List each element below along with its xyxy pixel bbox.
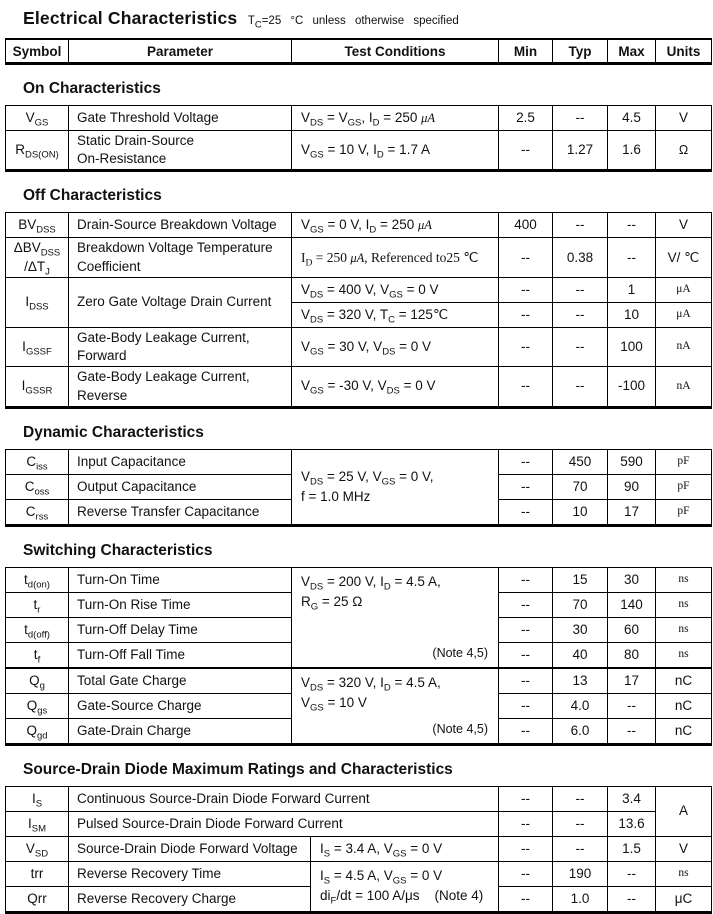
cell-value: 80 bbox=[608, 642, 656, 668]
cell-parameter: Turn-On Time bbox=[69, 567, 292, 592]
col-header-symbol: Symbol bbox=[6, 39, 69, 64]
cell-value: -- bbox=[499, 277, 553, 302]
cell-value: 190 bbox=[553, 861, 608, 886]
table-row bbox=[6, 861, 712, 886]
table-row bbox=[6, 327, 712, 366]
table-row bbox=[6, 567, 712, 592]
cell-symbol: $V_{SD}$ bbox=[6, 836, 69, 861]
cell-parameter: Gate-Body Leakage Current, Reverse bbox=[69, 367, 292, 407]
cell-symbol: $Q_{gs}$ bbox=[6, 693, 69, 718]
cell-symbol: $C_{oss}$ bbox=[6, 474, 69, 499]
cell-test-conditions: $I_S = 3.4$ A, $V_{GS} = 0$ V bbox=[311, 836, 499, 861]
table-row bbox=[6, 238, 712, 277]
cell-parameter: Reverse Recovery Time bbox=[69, 861, 311, 886]
cell-value: 30 bbox=[553, 617, 608, 642]
cell-parameter: Zero Gate Voltage Drain Current bbox=[69, 277, 292, 327]
note-reference: (Note 4,5) bbox=[432, 722, 488, 736]
cell-value: 70 bbox=[553, 474, 608, 499]
cell-symbol: trr bbox=[6, 861, 69, 886]
cell-value: 6.0 bbox=[553, 718, 608, 744]
cell-symbol: $C_{iss}$ bbox=[6, 449, 69, 474]
cell-test-conditions: $V_{GS} = 30$ V, $V_{DS} = 0$ V bbox=[292, 327, 499, 366]
cell-value: -- bbox=[553, 327, 608, 366]
cell-value: 1 bbox=[608, 277, 656, 302]
cell-parameter: Gate-Body Leakage Current, Forward bbox=[69, 327, 292, 366]
cell-unit: nC bbox=[656, 668, 712, 694]
cell-value: -- bbox=[608, 718, 656, 744]
cell-value: -- bbox=[499, 861, 553, 886]
cell-value: -- bbox=[499, 567, 553, 592]
section-heading: Switching Characteristics bbox=[23, 541, 213, 559]
cell-unit: pF bbox=[656, 499, 712, 525]
cell-value: -- bbox=[608, 693, 656, 718]
cell-value: 1.27 bbox=[553, 131, 608, 171]
cell-value: -- bbox=[499, 693, 553, 718]
cell-parameter: Gate-Drain Charge bbox=[69, 718, 292, 744]
cell-parameter: Gate-Source Charge bbox=[69, 693, 292, 718]
note-reference: (Note 4,5) bbox=[432, 646, 488, 660]
cell-parameter: Source-Drain Diode Forward Voltage bbox=[69, 836, 311, 861]
section-heading: Dynamic Characteristics bbox=[23, 423, 204, 441]
col-header-units: Units bbox=[656, 39, 712, 64]
title-row bbox=[23, 8, 713, 29]
cell-unit: ns bbox=[656, 642, 712, 668]
cell-test-conditions: $I_S = 4.5$ A, $V_{GS} = 0$ V $di_F/dt = 100$ A/μs (Note 4) bbox=[311, 861, 499, 912]
cell-unit: V/ ℃ bbox=[656, 238, 712, 277]
table-row bbox=[6, 367, 712, 407]
characteristics-table bbox=[5, 449, 712, 527]
col-header-parameter: Parameter bbox=[69, 39, 292, 64]
characteristics-table bbox=[5, 567, 712, 746]
cell-value: 70 bbox=[553, 592, 608, 617]
cell-value: -- bbox=[499, 327, 553, 366]
section-heading: On Characteristics bbox=[23, 80, 161, 97]
cell-symbol: $I_{GSSR}$ bbox=[6, 367, 69, 407]
cell-parameter: Input Capacitance bbox=[69, 449, 292, 474]
cell-value: -- bbox=[553, 786, 608, 811]
col-header-test-conditions: Test Conditions bbox=[292, 39, 499, 64]
page-title: Electrical Characteristics bbox=[23, 8, 238, 28]
cell-unit: ns bbox=[656, 592, 712, 617]
cell-value: -- bbox=[553, 213, 608, 238]
cell-unit: μC bbox=[656, 886, 712, 912]
cell-unit: nC bbox=[656, 693, 712, 718]
page-subtitle: $T_C=25$ °C unless otherwise specified bbox=[247, 15, 459, 31]
cell-unit: pF bbox=[656, 449, 712, 474]
cell-unit: V bbox=[656, 213, 712, 238]
col-header-typ: Typ bbox=[553, 39, 608, 64]
cell-unit: nA bbox=[656, 367, 712, 407]
cell-unit: ns bbox=[656, 617, 712, 642]
cell-value: 10 bbox=[608, 302, 656, 327]
cell-value: -- bbox=[499, 668, 553, 694]
table-row bbox=[6, 277, 712, 302]
cell-parameter: Continuous Source-Drain Diode Forward Current bbox=[69, 786, 499, 811]
table-row bbox=[6, 449, 712, 474]
cell-value: -- bbox=[499, 718, 553, 744]
cell-value: 13 bbox=[553, 668, 608, 694]
cell-unit: μA bbox=[656, 277, 712, 302]
col-header-min: Min bbox=[499, 39, 553, 64]
table-row bbox=[6, 836, 712, 861]
cell-value: -- bbox=[499, 474, 553, 499]
cell-unit: A bbox=[656, 786, 712, 836]
cell-parameter: Static Drain-Source On-Resistance bbox=[69, 131, 292, 171]
cell-value: 1.6 bbox=[608, 131, 656, 171]
cell-value: 4.5 bbox=[608, 106, 656, 131]
cell-parameter: Turn-On Rise Time bbox=[69, 592, 292, 617]
characteristics-table bbox=[5, 105, 712, 172]
cell-value: 4.0 bbox=[553, 693, 608, 718]
cell-unit: V bbox=[656, 106, 712, 131]
cell-test-conditions: $I_D = 250$ μA, Referenced to25 ℃ bbox=[292, 238, 499, 277]
table-row bbox=[6, 668, 712, 694]
col-header-max: Max bbox=[608, 39, 656, 64]
cell-symbol: Qrr bbox=[6, 886, 69, 912]
cell-parameter: Gate Threshold Voltage bbox=[69, 106, 292, 131]
cell-value: -- bbox=[608, 886, 656, 912]
cell-symbol: $Q_g$ bbox=[6, 668, 69, 694]
cell-value: 17 bbox=[608, 499, 656, 525]
cell-value: 30 bbox=[608, 567, 656, 592]
cell-test-conditions: $V_{GS} = -30$ V, $V_{DS} = 0$ V bbox=[292, 367, 499, 407]
section-heading: Off Characteristics bbox=[23, 187, 162, 205]
cell-unit: ns bbox=[656, 861, 712, 886]
cell-value: 13.6 bbox=[608, 811, 656, 836]
cell-value: 10 bbox=[553, 499, 608, 525]
cell-value: 0.38 bbox=[553, 238, 608, 277]
cell-test-conditions: $V_{DS} = 320$ V, $T_C$ = 125℃ bbox=[292, 302, 499, 327]
cell-unit: nA bbox=[656, 327, 712, 366]
table-row bbox=[6, 213, 712, 238]
cell-value: -- bbox=[499, 886, 553, 912]
cell-symbol: $R_{DS(ON)}$ bbox=[6, 131, 69, 171]
cell-unit: Ω bbox=[656, 131, 712, 171]
cell-value: -100 bbox=[608, 367, 656, 407]
table-row bbox=[6, 786, 712, 811]
characteristics-table bbox=[5, 786, 712, 914]
cell-value: 2.5 bbox=[499, 106, 553, 131]
cell-value: 1.0 bbox=[553, 886, 608, 912]
cell-symbol: $C_{rss}$ bbox=[6, 499, 69, 525]
cell-value: 450 bbox=[553, 449, 608, 474]
section-heading: Source-Drain Diode Maximum Ratings and Characteristics bbox=[23, 760, 453, 778]
cell-test-conditions: $V_{DS} = 200$ V, $I_D = 4.5$ A, $R_G = 25$ Ω (Note 4,5) bbox=[292, 567, 499, 668]
column-header-row bbox=[6, 39, 712, 64]
cell-test-conditions: $V_{DS} = 320$ V, $I_D = 4.5$ A, $V_{GS} = 10$ V (Note 4,5) bbox=[292, 668, 499, 745]
cell-value: 90 bbox=[608, 474, 656, 499]
cell-value: -- bbox=[499, 499, 553, 525]
cell-parameter: Reverse Transfer Capacitance bbox=[69, 499, 292, 525]
cell-value: -- bbox=[499, 131, 553, 171]
characteristics-table bbox=[5, 212, 712, 408]
cell-value: -- bbox=[553, 106, 608, 131]
cell-unit: nC bbox=[656, 718, 712, 744]
cell-value: -- bbox=[499, 786, 553, 811]
cell-value: -- bbox=[553, 367, 608, 407]
cell-value: -- bbox=[499, 592, 553, 617]
cell-symbol: $BV_{DSS}$ bbox=[6, 213, 69, 238]
cell-value: 17 bbox=[608, 668, 656, 694]
cell-unit: μA bbox=[656, 302, 712, 327]
sections-container bbox=[5, 80, 713, 914]
cell-parameter: Total Gate Charge bbox=[69, 668, 292, 694]
cell-value: 40 bbox=[553, 642, 608, 668]
cell-symbol: $V_{GS}$ bbox=[6, 106, 69, 131]
cell-parameter: Output Capacitance bbox=[69, 474, 292, 499]
cell-value: -- bbox=[499, 811, 553, 836]
cell-symbol: $I_{GSSF}$ bbox=[6, 327, 69, 366]
cell-value: -- bbox=[553, 836, 608, 861]
cell-value: -- bbox=[499, 617, 553, 642]
cell-parameter: Turn-Off Fall Time bbox=[69, 642, 292, 668]
cell-unit: ns bbox=[656, 567, 712, 592]
cell-value: 400 bbox=[499, 213, 553, 238]
cell-symbol: $t_{d(off)}$ bbox=[6, 617, 69, 642]
cell-symbol: $\Delta BV_{DSS}$ $/\Delta T_J$ bbox=[6, 238, 69, 277]
cell-value: -- bbox=[499, 302, 553, 327]
table-row bbox=[6, 106, 712, 131]
cell-symbol: $I_{SM}$ bbox=[6, 811, 69, 836]
cell-symbol: $Q_{gd}$ bbox=[6, 718, 69, 744]
cell-value: -- bbox=[553, 302, 608, 327]
cell-value: 1.5 bbox=[608, 836, 656, 861]
cell-test-conditions: $V_{GS} = 10$ V, $I_D = 1.7$ A bbox=[292, 131, 499, 171]
cell-value: 60 bbox=[608, 617, 656, 642]
cell-value: 100 bbox=[608, 327, 656, 366]
cell-parameter: Breakdown Voltage Temperature Coefficient bbox=[69, 238, 292, 277]
cell-unit: V bbox=[656, 836, 712, 861]
cell-value: -- bbox=[499, 836, 553, 861]
cell-symbol: $I_S$ bbox=[6, 786, 69, 811]
cell-symbol: $t_r$ bbox=[6, 592, 69, 617]
column-header-table bbox=[5, 38, 712, 65]
cell-test-conditions: $V_{DS} = 400$ V, $V_{GS} = 0$ V bbox=[292, 277, 499, 302]
cell-value: -- bbox=[499, 642, 553, 668]
cell-value: -- bbox=[608, 213, 656, 238]
cell-test-conditions: $V_{DS} = V_{GS}$, $I_D = 250$ μA bbox=[292, 106, 499, 131]
cell-parameter: Pulsed Source-Drain Diode Forward Current bbox=[69, 811, 499, 836]
cell-parameter: Reverse Recovery Charge bbox=[69, 886, 311, 912]
cell-value: 140 bbox=[608, 592, 656, 617]
cell-value: -- bbox=[499, 238, 553, 277]
cell-value: -- bbox=[553, 811, 608, 836]
cell-value: -- bbox=[608, 861, 656, 886]
cell-value: -- bbox=[499, 367, 553, 407]
cell-parameter: Drain-Source Breakdown Voltage bbox=[69, 213, 292, 238]
cell-symbol: $I_{DSS}$ bbox=[6, 277, 69, 327]
cell-value: 590 bbox=[608, 449, 656, 474]
cell-test-conditions: $V_{DS} = 25$ V, $V_{GS} = 0$ V, f = 1.0 MHz bbox=[292, 449, 499, 525]
cell-parameter: Turn-Off Delay Time bbox=[69, 617, 292, 642]
cell-value: 15 bbox=[553, 567, 608, 592]
cell-unit: pF bbox=[656, 474, 712, 499]
cell-value: -- bbox=[608, 238, 656, 277]
table-row bbox=[6, 811, 712, 836]
cell-value: 3.4 bbox=[608, 786, 656, 811]
cell-value: -- bbox=[499, 449, 553, 474]
cell-value: -- bbox=[553, 277, 608, 302]
cell-test-conditions: $V_{GS} = 0$ V, $I_D = 250$ μA bbox=[292, 213, 499, 238]
cell-symbol: $t_f$ bbox=[6, 642, 69, 668]
table-row bbox=[6, 131, 712, 171]
cell-symbol: $t_{d(on)}$ bbox=[6, 567, 69, 592]
